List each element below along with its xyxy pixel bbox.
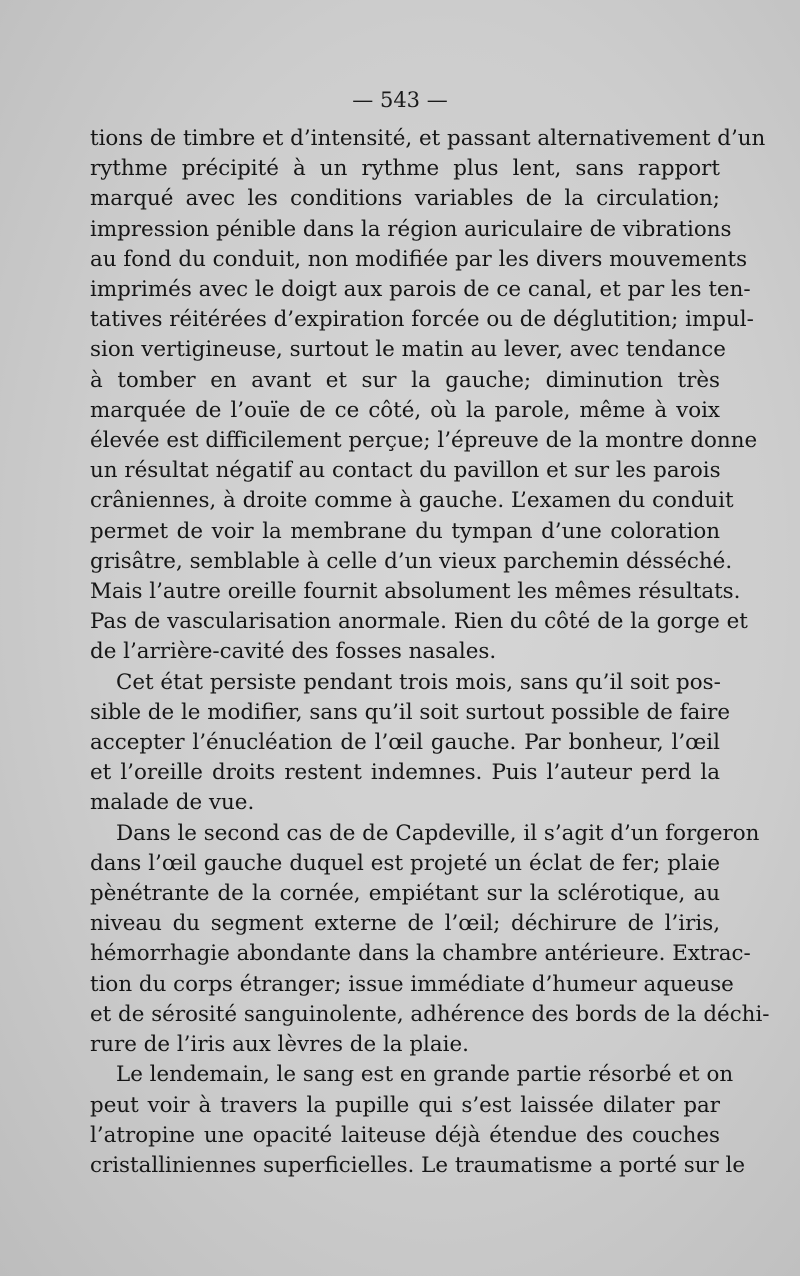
text-line: malade de vue. (90, 790, 255, 816)
text-line: tion du corps étranger; issue immédiate d’humeur aqueuse (90, 971, 734, 997)
text-line: et l’oreille droits restent indemnes. Puis l’auteur perd la (90, 760, 720, 786)
text-line: de l’arrière-cavité des fosses nasales. (90, 639, 497, 665)
text-line: rythme précipité à un rythme plus lent, sans rapport (90, 156, 720, 182)
text-line: crâniennes, à droite comme à gauche. L’examen du conduit (90, 488, 734, 514)
text-line: impression pénible dans la région auriculaire de vibrations (90, 216, 732, 242)
text-line: marquée de l’ouïe de ce côté, où la parole, même à voix (90, 397, 720, 423)
text-line: tions de timbre et d’intensité, et passant alternativement d’un (90, 126, 766, 151)
text-line: sion vertigineuse, surtout le matin au lever, avec tendance (90, 337, 726, 363)
text-line: Mais l’autre oreille fournit absolument les mêmes résultats. (90, 579, 741, 605)
text-line: imprimés avec le doigt aux parois de ce canal, et par les ten- (90, 277, 751, 303)
text-line: un résultat négatif au contact du pavillon et sur les parois (90, 458, 721, 484)
paragraph (90, 668, 731, 819)
text-line: peut voir à travers la pupille qui s’est laissée dilater par (90, 1092, 720, 1118)
text-line: Cet état persiste pendant trois mois, sans qu’il soit pos- (116, 669, 721, 695)
text-line: hémorrhagie abondante dans la chambre antérieure. Extrac- (90, 941, 751, 967)
text-line: dans l’œil gauche duquel est projeté un éclat de fer; plaie (90, 850, 720, 876)
text-line: marqué avec les conditions variables de la circulation; (90, 186, 720, 212)
text-line: permet de voir la membrane du tympan d’une coloration (90, 518, 720, 544)
text-line: tatives réitérées d’expiration forcée ou de déglutition; impul- (90, 307, 754, 333)
text-line: rure de l’iris aux lèvres de la plaie. (90, 1032, 469, 1058)
text-line: Dans le second cas de de Capdeville, il s’agit d’un forgeron (116, 820, 760, 846)
paragraph (90, 819, 770, 1061)
text-line: accepter l’énucléation de l’œil gauche. Par bonheur, l’œil (90, 730, 720, 756)
paragraph (90, 124, 766, 668)
page-number: — 543 — (352, 88, 448, 112)
paragraph (90, 1060, 746, 1181)
text-line: l’atropine une opacité laiteuse déjà étendue des couches (90, 1122, 720, 1148)
body-text (90, 124, 770, 1181)
text-line: sible de le modifier, sans qu’il soit surtout possible de faire (90, 699, 731, 725)
text-line: à tomber en avant et sur la gauche; diminution très (90, 367, 720, 393)
text-line: et de sérosité sanguinolente, adhérence des bords de la déchi- (90, 1001, 770, 1027)
text-line: niveau du segment externe de l’œil; déchirure de l’iris, (90, 911, 720, 937)
text-line: élevée est difficilement perçue; l’épreuve de la montre donne (90, 428, 758, 454)
text-line: cristalliniennes superficielles. Le traumatisme a porté sur le (90, 1152, 746, 1178)
text-line: grisâtre, semblable à celle d’un vieux parchemin désséché. (90, 548, 733, 574)
text-line: Pas de vascularisation anormale. Rien du côté de la gorge et (90, 609, 748, 635)
text-line: pènétrante de la cornée, empiétant sur la sclérotique, au (90, 881, 720, 907)
text-line: au fond du conduit, non modifiée par les divers mouvements (90, 246, 748, 272)
text-line: Le lendemain, le sang est en grande partie résorbé et on (116, 1062, 734, 1088)
